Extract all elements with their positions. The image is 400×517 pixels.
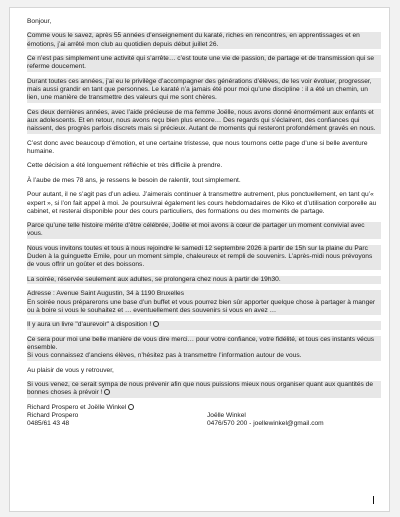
contact-right-name: Joëlle Winkel (207, 411, 246, 419)
paragraph-not-goodbye: Pour autant, il ne s’agit pas d’un adieu. J’aimerais continuer à transmettre autrement, plus ponctuellement, en tant qu’« expert », si l’on fait appel à moi. Je poursuivrai également les cours hebdomadaires de Kiko et d’utilisation corporelle au cabinet, et resterai disponible pour des cours particuliers, des formations ou des moments de partage. (27, 191, 377, 215)
signature-text: Richard Prospero et Joëlle Winkel (27, 403, 127, 411)
signature-line (27, 404, 381, 412)
paragraph-rsvp (27, 381, 381, 398)
signature-block (27, 404, 381, 429)
smiley-icon (104, 389, 110, 395)
paragraph-celebrate: Parce qu’une telle histoire mérite d’être célébrée, Joëlle et moi avons à cœur de partager un moment convivial avec vous. (27, 222, 381, 239)
contact-phones (27, 420, 357, 428)
smiley-icon (153, 321, 159, 327)
paragraph-generations: Durant toutes ces années, j’ai eu le privilège d’accompagner des générations d’élèves, de les voir évoluer, progresser, mais aussi grandir en tant que personnes. Le karaté n’a jamais été pour moi qu’une discipline : il a été un chemin, un lien, une manière de transmettre des valeurs qui me sont chères. (27, 78, 381, 103)
document-page (9, 7, 390, 512)
address-line: Adresse : Avenue Saint Augustin, 34 à 1190 Bruxelles (27, 290, 185, 298)
paragraph-decision: Cette décision a été longuement réfléchie et très difficile à prendre. (27, 162, 223, 170)
book-text: Il y aura un livre "d’aurevoir" à disposition ! (27, 321, 152, 329)
paragraph-emotion: C’est donc avec beaucoup d’émotion, et une certaine tristesse, que nous tournons cette page d’une si belle aventure humaine. (27, 139, 368, 156)
greeting: Bonjour, (27, 18, 52, 25)
contact-names (27, 412, 357, 420)
paragraph-age: À l’aube de mes 78 ans, je ressens le besoin de ralentir, tout simplement. (27, 176, 241, 184)
paragraph-invitation: Nous vous invitons toutes et tous à nous rejoindre le samedi 12 septembre 2026 à partir de 15h sur la plaine du Parc Duden à la guinguette Emile, pour un moment simple, chaleureux et rempli de souvenirs. L’après-midi nous prévoyons de vous offrir un goûter et des boissons. (27, 245, 381, 270)
address-block (27, 290, 381, 315)
smiley-icon (128, 404, 134, 410)
paragraph-passion: Ce n’est pas simplement une activité qui s’arrête… c’est toute une vie de passion, de partage et de transmission qui se referme doucement. (27, 55, 381, 72)
contact-right-phone: 0476/570 200 - joellewinkel@gmail.com (207, 420, 324, 428)
rsvp-text: Si vous venez, ce serait sympa de nous prévenir afin que nous puissions mieux nous organiser quant aux quantités de bonnes choses à prévoir ! (27, 381, 374, 397)
contact-left-name: Richard Prospero (27, 411, 79, 419)
paragraph-book (27, 321, 381, 329)
paragraph-closing: Au plaisir de vous y retrouver, (27, 366, 114, 374)
buffet-line: En soirée nous préparerons une base d’un buffet et vous pourrez bien sûr apporter quelque chose à partager à manger ou à boire si vous le souhaitez et … eventuellement des souvenirs si vous en avez … (27, 298, 376, 314)
text-cursor (373, 496, 374, 504)
paragraph-evening: La soirée, réservée seulement aux adultes, se prolongera chez nous à partir de 19h30. (27, 276, 381, 284)
paragraph-thanks: Ce sera pour moi une belle manière de vous dire merci… pour votre confiance, votre fidélité, et tous ces instants vécus ensemble. Si vous connaissez d’anciens élèves, n’hésitez pas à transmettre l’information autour de vous. (27, 336, 381, 361)
paragraph-last-years: Ces deux dernières années, avec l’aide précieuse de ma femme Joëlle, nous avons donné énormément aux enfants et aux adolescents. Et en retour, nous avons reçu bien plus encore… Des regards qui s’éclairent, des confiances qui naissent, des progrès parfois discrets mais si précieux. Autant de moments qui resteront profondément gravés en nous. (27, 109, 381, 134)
paragraph-intro: Comme vous le savez, après 55 années d’enseignement du karaté, riches en rencontres, en apprentissages et en émotions, j’ai arrêté mon club au quotidien depuis début juillet 26. (27, 32, 381, 49)
contact-left-phone: 0485/61 43 48 (27, 420, 70, 428)
